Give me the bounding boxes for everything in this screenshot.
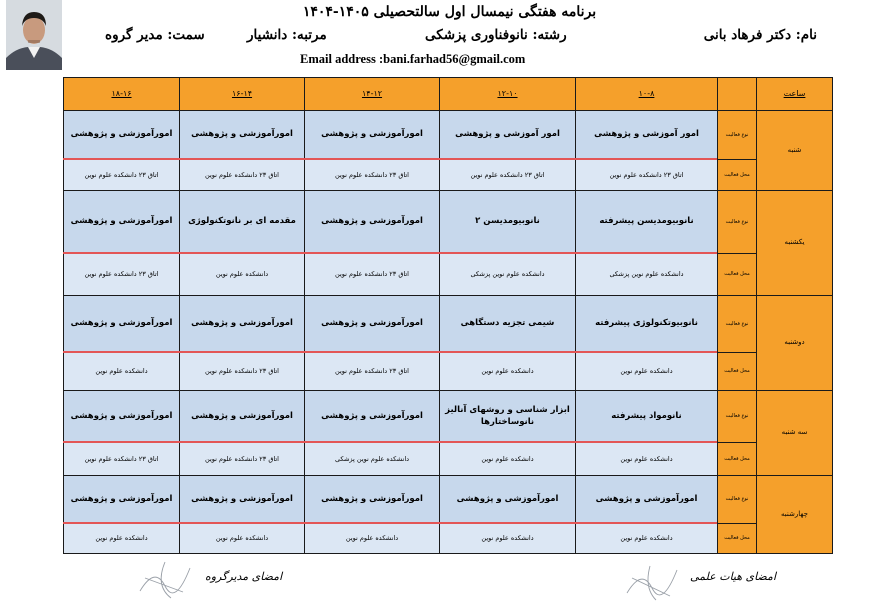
schedule-location-cell: اتاق ۲۳ دانشکده علوم نوین	[63, 159, 180, 191]
schedule-location-cell: اتاق ۲۳ دانشکده علوم نوین	[63, 253, 180, 296]
activity-location-label: محل فعالیت	[717, 253, 757, 296]
schedule-activity-cell: امورآموزشی و پژوهشی	[304, 110, 440, 160]
day-label: یکشنبه	[756, 190, 833, 296]
email-address: Email address :bani.farhad56@gmail.com	[300, 52, 526, 66]
schedule-location-cell: اتاق ۲۳ دانشکده علوم نوین	[179, 159, 305, 191]
schedule-activity-cell: امورآموزشی و پژوهشی	[304, 295, 440, 353]
weekly-schedule-table	[63, 77, 832, 553]
schedule-location-cell: اتاق ۲۳ دانشکده علوم نوین	[575, 159, 718, 191]
page-title: برنامه هفتگی نیمسال اول سالتحصیلی ۱۴۰۵-۱۴۰۴	[302, 4, 597, 20]
activity-type-label: نوع فعالیت	[717, 190, 757, 254]
time-slot-header: ۱۸-۱۶	[63, 77, 180, 111]
schedule-location-cell: دانشکده علوم نوین	[439, 352, 576, 391]
head-signature-scribble	[135, 556, 195, 601]
activity-location-label: محل فعالیت	[717, 523, 757, 554]
faculty-signature-label: امضای هیات علمی	[690, 570, 777, 583]
schedule-activity-cell: امورآموزشی و پژوهشی	[63, 190, 180, 254]
schedule-location-cell: دانشکده علوم نوین	[63, 523, 180, 554]
schedule-location-cell: دانشکده علوم نوین	[575, 352, 718, 391]
schedule-activity-cell: مقدمه ای بر نانوتکنولوژی	[179, 190, 305, 254]
activity-type-label: نوع فعالیت	[717, 390, 757, 443]
faculty-field: رشته: نانوفناوری پزشکی	[425, 27, 567, 43]
schedule-location-cell: دانشکده علوم نوین	[304, 523, 440, 554]
faculty-post: سمت: مدیر گروه	[105, 27, 205, 43]
activity-location-label: محل فعالیت	[717, 442, 757, 476]
label-column-header	[717, 77, 757, 111]
schedule-activity-cell: امورآموزشی و پژوهشی	[304, 390, 440, 443]
schedule-activity-cell: امورآموزشی و پژوهشی	[304, 190, 440, 254]
faculty-name: نام: دکتر فرهاد بانی	[703, 27, 817, 43]
day-label: سه شنبه	[756, 390, 833, 476]
schedule-activity-cell: شیمی تجزیه دستگاهی	[439, 295, 576, 353]
day-label: دوشنبه	[756, 295, 833, 391]
schedule-activity-cell: امورآموزشی و پژوهشی	[63, 110, 180, 160]
schedule-activity-cell: ابزار شناسی و روشهای آنالیز نانوساختارها	[439, 390, 576, 443]
schedule-location-cell: دانشکده علوم نوین	[439, 523, 576, 554]
schedule-location-cell: اتاق ۲۳ دانشکده علوم نوین	[63, 442, 180, 476]
row-divider-line	[63, 441, 717, 443]
activity-type-label: نوع فعالیت	[717, 475, 757, 524]
schedule-activity-cell: نانوبیومدیسن پیشرفته	[575, 190, 718, 254]
row-divider-line	[63, 522, 717, 524]
schedule-activity-cell: امورآموزشی و پژوهشی	[575, 475, 718, 524]
schedule-activity-cell: امور آموزشی و پژوهشی	[439, 110, 576, 160]
schedule-location-cell: اتاق ۲۳ دانشکده علوم نوین	[304, 352, 440, 391]
time-slot-header: ۱۲-۱۰	[439, 77, 576, 111]
schedule-activity-cell: امورآموزشی و پژوهشی	[439, 475, 576, 524]
faculty-signature-scribble	[622, 558, 682, 603]
schedule-location-cell: دانشکده علوم نوین	[63, 352, 180, 391]
schedule-activity-cell: امورآموزشی و پژوهشی	[63, 390, 180, 443]
row-divider-line	[63, 351, 717, 353]
schedule-location-cell: اتاق ۲۳ دانشکده علوم نوین	[304, 253, 440, 296]
faculty-rank: مرتبه: دانشیار	[247, 27, 327, 43]
row-divider-line	[63, 158, 717, 160]
schedule-activity-cell: امورآموزشی و پژوهشی	[63, 295, 180, 353]
schedule-activity-cell: امورآموزشی و پژوهشی	[179, 110, 305, 160]
activity-type-label: نوع فعالیت	[717, 295, 757, 353]
schedule-activity-cell: نانومواد پیشرفته	[575, 390, 718, 443]
schedule-location-cell: دانشکده علوم نوین	[439, 442, 576, 476]
schedule-activity-cell: امور آموزشی و پژوهشی	[575, 110, 718, 160]
day-label: چهارشنبه	[756, 475, 833, 554]
schedule-location-cell: اتاق ۲۳ دانشکده علوم نوین	[179, 442, 305, 476]
schedule-activity-cell: امورآموزشی و پژوهشی	[179, 295, 305, 353]
time-slot-header: ۱۰-۸	[575, 77, 718, 111]
time-slot-header: ۱۶-۱۴	[179, 77, 305, 111]
time-slot-header: ۱۴-۱۲	[304, 77, 440, 111]
schedule-location-cell: دانشکده علوم نوین پزشکی	[304, 442, 440, 476]
schedule-activity-cell: امورآموزشی و پژوهشی	[304, 475, 440, 524]
schedule-location-cell: اتاق ۲۳ دانشکده علوم نوین	[304, 159, 440, 191]
schedule-location-cell: دانشکده علوم نوین پزشکی	[439, 253, 576, 296]
schedule-location-cell: اتاق ۲۳ دانشکده علوم نوین	[179, 352, 305, 391]
schedule-location-cell: اتاق ۲۳ دانشکده علوم نوین	[439, 159, 576, 191]
schedule-location-cell: دانشکده علوم نوین	[575, 523, 718, 554]
schedule-activity-cell: نانوبیومدیسن ۲	[439, 190, 576, 254]
schedule-location-cell: دانشکده علوم نوین	[179, 253, 305, 296]
row-divider-line	[63, 252, 717, 254]
schedule-location-cell: دانشکده علوم نوین	[575, 442, 718, 476]
schedule-activity-cell: امورآموزشی و پژوهشی	[179, 475, 305, 524]
schedule-location-cell: دانشکده علوم نوین پزشکی	[575, 253, 718, 296]
activity-location-label: محل فعالیت	[717, 352, 757, 391]
day-label: شنبه	[756, 110, 833, 191]
schedule-location-cell: دانشکده علوم نوین	[179, 523, 305, 554]
schedule-activity-cell: امورآموزشی و پژوهشی	[179, 390, 305, 443]
activity-location-label: محل فعالیت	[717, 159, 757, 191]
schedule-activity-cell: نانوبیوتکنولوژی پیشرفته	[575, 295, 718, 353]
schedule-activity-cell: امورآموزشی و پژوهشی	[63, 475, 180, 524]
head-signature-label: امضای مدیرگروه	[205, 570, 283, 583]
corner-header: ساعت	[756, 77, 833, 111]
activity-type-label: نوع فعالیت	[717, 110, 757, 160]
